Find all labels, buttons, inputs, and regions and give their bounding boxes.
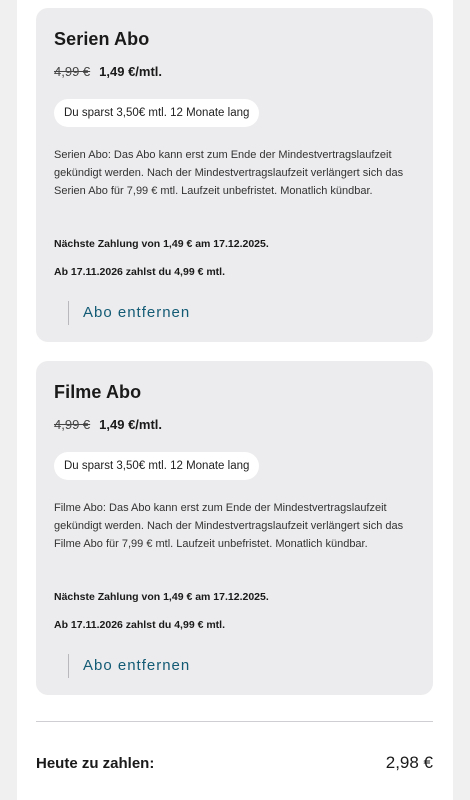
remove-subscription-button[interactable]: Abo entfernen [68,654,190,678]
price-row [54,64,162,79]
discounted-price: 1,49 €/mtl. [99,417,163,432]
total-value: 2,98 € [385,753,433,772]
original-price: 4,99 € [54,417,91,432]
original-price: 4,99 € [54,64,91,79]
total-label: Heute zu zahlen: [36,755,155,772]
future-price-text: Ab 17.11.2026 zahlst du 4,99 € mtl. [54,619,225,631]
savings-badge: Du sparst 3,50€ mtl. 12 Monate lang [54,452,259,480]
card-title: Serien Abo [54,29,150,49]
next-payment-text: Nächste Zahlung von 1,49 € am 17.12.2025. [54,238,269,250]
remove-subscription-button[interactable]: Abo entfernen [68,301,190,325]
next-payment-text: Nächste Zahlung von 1,49 € am 17.12.2025. [54,591,269,603]
terms-description: Serien Abo: Das Abo kann erst zum Ende der Mindestvertragslaufzeit gekündigt werden. Nach der Mindestvertragslaufzeit verlängert sich das Serien Abo für 7,99 € mtl. Laufzeit unbefristet. Monatlich kündbar. [54,149,404,197]
future-price-text: Ab 17.11.2026 zahlst du 4,99 € mtl. [54,266,225,278]
checkout-panel [17,0,453,800]
card-title: Filme Abo [54,382,142,402]
summary-divider [36,721,433,722]
subscription-card-filme [36,361,433,695]
price-row [54,417,162,432]
discounted-price: 1,49 €/mtl. [99,64,163,79]
savings-badge: Du sparst 3,50€ mtl. 12 Monate lang [54,99,259,127]
subscription-card-serien [36,8,433,342]
terms-description: Filme Abo: Das Abo kann erst zum Ende der Mindestvertragslaufzeit gekündigt werden. Nach der Mindestvertragslaufzeit verlängert sich das Filme Abo für 7,99 € mtl. Laufzeit unbefristet. Monatlich kündbar. [54,502,404,550]
